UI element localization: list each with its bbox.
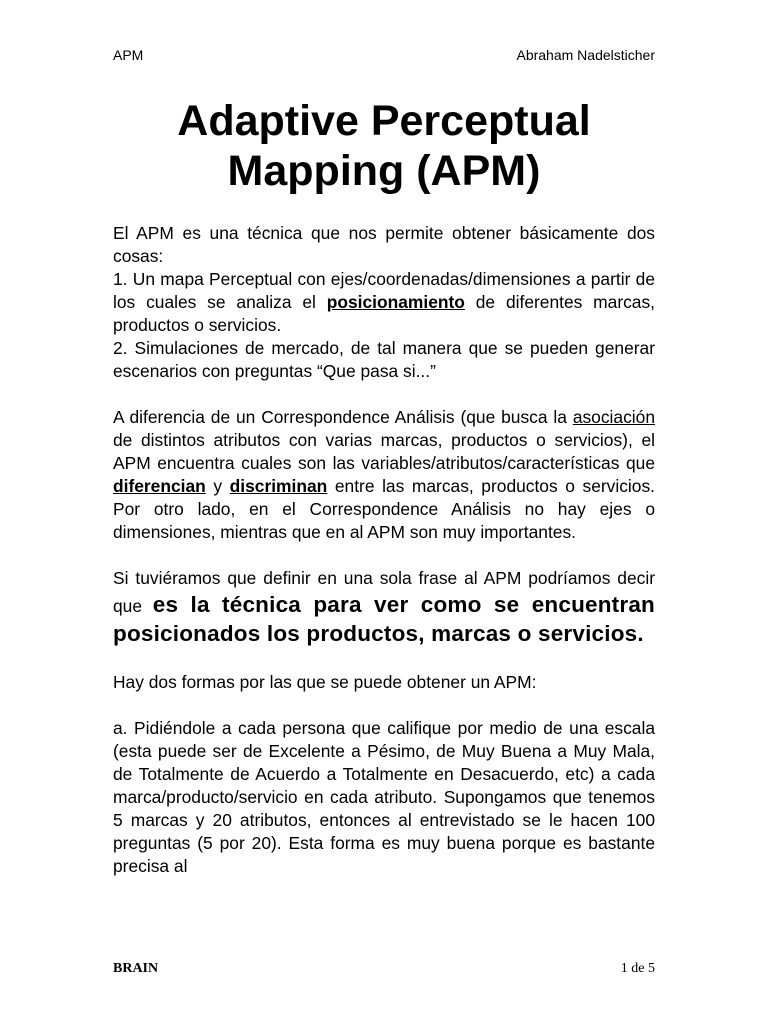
posicionamiento-emphasis: posicionamiento [326,292,465,312]
comparison-text-b: de distintos atributos con varias marcas, productos o servicios), el APM encuentra cuales son las variables/atributos/características que [113,430,655,473]
title-line-2: Mapping (APM) [227,147,541,195]
methods-intro-paragraph: Hay dos formas por las que se puede obtener un APM: [113,672,537,692]
page-number: 1 de 5 [620,961,655,976]
method-a-paragraph: a. Pidiéndole a cada persona que califique por medio de una escala (esta puede ser de Excelente a Pésimo, de Muy Buena a Muy Mala, de Totalmente de Acuerdo a Totalmente en Desacuerdo, etc) a cada marca/producto/servicio en cada atributo. Supongamos que tenemos 5 marcas y 20 atributos, entonces al entrevistado se le hacen 100 preguntas (5 por 20). Esta forma es muy buena porque es bastante precisa al [113,718,655,876]
page-header [113,46,655,64]
list-item-1-text-b: de diferentes marcas, productos o servicios. [113,292,656,335]
discriminan-emphasis: discriminan [229,476,328,496]
diferencian-emphasis: diferencian [113,476,206,496]
asociacion-underline: asociación [572,407,655,427]
comparison-text-d: entre las marcas, productos o servicios. Por otro lado, en el Correspondence Análisis no hay ejes o dimensiones, mientras que en al APM son muy importantes. [113,476,655,542]
document-body [113,222,655,878]
definition-emphasis: es la técnica para ver como se encuentran posicionados los productos, marcas o servicios. [113,592,655,646]
list-item-2: 2. Simulaciones de mercado, de tal manera que se pueden generar escenarios con preguntas “Que pasa si...” [113,338,655,381]
comparison-text-c: y [205,476,230,496]
footer-left: BRAIN [113,961,159,976]
header-left: APM [113,47,144,63]
definition-text-a: Si tuviéramos que definir en una sola frase al APM podríamos decir que [113,568,655,616]
title-line-1: Adaptive Perceptual [177,97,591,145]
definition-paragraph [113,567,655,648]
comparison-text-a: A diferencia de un Correspondence Análisis (que busca la [113,407,573,427]
comparison-paragraph [113,406,655,544]
document-title [113,96,655,196]
intro-paragraph: El APM es una técnica que nos permite obtener básicamente dos cosas: [113,223,655,266]
page-footer [113,960,655,978]
list-item-1 [113,268,655,337]
header-right: Abraham Nadelsticher [516,47,655,63]
list-item-1-text-a: 1. Un mapa Perceptual con ejes/coordenadas/dimensiones a partir de los cuales se analiza el [113,269,655,312]
